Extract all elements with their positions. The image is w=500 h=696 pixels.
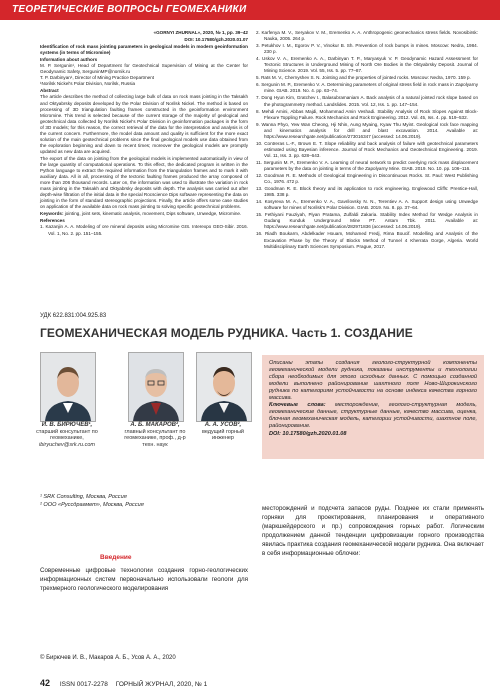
- annotation-box: [262, 355, 484, 459]
- intro-left-text: Современные цифровые технологии создания горно-геологических информационных систем первоначально использовали геологи для трехмерного геологического моделирования: [40, 567, 248, 592]
- keywords-label: Keywords:: [40, 211, 64, 217]
- author-role: ведущий горный инженер: [201, 428, 245, 441]
- journal-name: ГОРНЫЙ ЖУРНАЛ, 2020, № 1: [115, 681, 208, 688]
- english-abstract-column: [40, 30, 248, 238]
- keywords-en: jointing, joint sets, kinematic analysis, movement, Dips software, Unwedge, Micromine.: [64, 211, 242, 217]
- reference-item: 16. Riadh Boukarm, Abdelkader Houam, Mohamed Fredj, Rima Boucif. Modelling and Analysis of the Excavation Phase by the Theory of Blocks Method of Tunnel 4 Kherrata Gorge, Algeria. World Multidisciplinary Earth Sciences Symposium. Prague, 2017.: [256, 231, 478, 249]
- author-name: И. В. БИРЮЧЕВ¹,: [41, 422, 93, 428]
- reference-item: 13. Goodman R. E. Block theory and its application to rock engineering. Englewood Cliffs: Prentice-Hall, 1985. 338 p.: [256, 186, 478, 198]
- reference-item: 9. Wanna Phyo, Yew Wan Cheong, Hji Nhin, Aung Myaing, Kyaw Thu Myint. Geological rock face mapping and kinematics analysis for drill and blast excavation. 2014. Available at: https://www.researchgate.net/publication/273016347 (accessed: 14.06.2019).: [256, 121, 478, 139]
- doi-en: DOI: 10.17580/gzh.2020.01.07: [184, 37, 248, 43]
- annotation-text: Описаны этапы создания геолого-структурной компоненты геомеханической модели рудника, показаны инструменты и технологии сбора необходимых для этого исходных данных. С помощью созданной модели выполнено районирование шахтного поля Ново-Широкинского рудника по категориям устойчивости на основе индекса качества горного массива.: [269, 360, 477, 401]
- annotation-doi: DOI: 10.17580/gzh.2020.01.08: [269, 431, 347, 438]
- author-caption-2: [124, 422, 186, 448]
- affiliation-1: ¹ SRK Consulting, Москва, Россия: [40, 494, 127, 500]
- section-header-bar: [0, 0, 500, 20]
- reference-item: 4. Uskov V. A., Eremenko A. A., Darbinyan T. P., Maryasyuk V. P. Geodynamic Hazard Assessment for Tectonic Structures in Underground Mining of North Ore Bodies in the Oktyabrsky Deposit. Journal of Mining Science. 2019. Vol. 55, Iss. 5. pp. 77–87.: [256, 56, 478, 74]
- author-caption-1: [36, 422, 98, 448]
- en-affiliation: ¹Norilsk Nickel's Polar Division, Norilsk, Russia: [40, 81, 136, 87]
- author-caption-3: [192, 422, 254, 442]
- reference-item: 10. Contreras L.-F., Brown E. T. Slope reliability and back analysis of failure with geotechnical parameters estimated using Bayesian inference. Journal of Rock Mechanics and Geotechnical Engineering. 2019. Vol. 11, Iss. 3. pp. 628–643.: [256, 140, 478, 158]
- journal-citation: «GORNYI ZHURNAL», 2020, № 1, pp. 39–42: [153, 30, 248, 35]
- reference-item: 3. Petukhov I. M., Egorov P. V., Vinokur B. Sh. Prevention of rock bumps in mines. Moscow: Nedra, 1984. 230 p.: [256, 43, 478, 55]
- abstract-heading: Abstract: [40, 88, 59, 94]
- intro-heading: Введение: [100, 554, 132, 561]
- author-photo-2: [128, 352, 184, 422]
- page-footer: [40, 678, 207, 688]
- author-name: А. Б. МАКАРОВ²,: [130, 422, 180, 428]
- reference-item: 15. Fethiyani Fauziyah, Piyan Pratama, Zulfaldi Zakaria. Stability Index Method for Wedge Analysis in Gudang Kunduk Underground Mine PT. Antam Tbk. 2011. Available at: https://www.researchgate.net/publication/282971836 (accessed: 14.06.2019).: [256, 212, 478, 230]
- intro-right-text: месторождений и подсчета запасов руды. Позднее их стали применять горняки для проектирования, планирования и оперативного (маркшейдерского и пр.) сопровождения горных работ. Логическим продолжением данной тенденции цифровизации горного производства явилась практика создания геомеханической модели рудника. Она включает в себя информационные облочки:: [262, 505, 484, 557]
- en-title: Identification of rock mass jointing parameters in geological models in modern geoinformation systems (in terms of Micromine): [40, 44, 248, 56]
- reference-item: 8. Mehdi Amini, Abbas Majdi, Mohammad Amin Veshadi. Stability Analysis of Rock Slopes Against Block-Flexure Toppling Failure. Rock Mechanics and Rock Engineering. 2012. Vol. 45, Iss. 4. pp. 519–532.: [256, 108, 478, 120]
- authors-heading: Information about authors: [40, 57, 98, 63]
- author-name: А. А. УСОВ²,: [204, 422, 242, 428]
- author-role: главный консультант по геомеханике, проф., д-р техн. наук: [124, 428, 186, 448]
- section-title: ТЕОРЕТИЧЕСКИЕ ВОПРОСЫ ГЕОМЕХАНИКИ: [12, 4, 247, 15]
- annotation-keywords-label: Ключевые слова:: [269, 402, 326, 409]
- author-photo-1: [40, 352, 96, 422]
- issn: ISSN 0017-2278: [59, 681, 108, 688]
- affiliation-2: ² ООО «Руссдрагмет», Москва, Россия: [40, 501, 144, 508]
- author-role: старший консультант по геомеханике,: [36, 428, 98, 441]
- reference-item: 6. Sergunin M. P., Eremenko V. A. Determining parameters of original stress field in rock mass in Zapolyarny mine. GIAB. 2019. No. 4. pp. 63–74.: [256, 82, 478, 94]
- author-2: T. P. Darbinyan¹, Director of Mining Practice Department: [40, 75, 155, 81]
- references-column: [256, 30, 478, 251]
- copyright: © Бирючев И. В., Макаров А. Б., Усов А. А., 2020: [40, 655, 176, 661]
- abstract-p2: The export of the data on jointing from the geological models is implemented automatically in view of the large quantity of computational operations. To this effect, the dedicated program is written in the Python language to extract the required information from the triangulation frames and to mark it with auxiliary data. All in all, processing of the tectonic faulting frames produced the array composed of more than 206 thousand records. Later on, the information was used to illustrate the variation in rock mass jointing in the Taksakh and Oktyabrsky deposits with depth. The analysis was carried out after depth-wise filtration of the initial data in the special Rocscience Dips software representing the data on jointing in the form of standard stereographic projections. Finally, the article offers some case studies on application of the available data on rock mass jointing to solving specific geotechnical problems.: [40, 155, 248, 210]
- reference-item: 7. Dong Hyun Kim, Gratchev I., Balasubramaniam A. Back analysis of a natural jointed rock slope based on the photogrammetry method. Landslides. 2015. Vol. 12, Iss. 1. pp. 147–154.: [256, 95, 478, 107]
- udc-code: УДК 622.831:004.925.83: [40, 313, 107, 319]
- reference-item: 1. Kazanjin A. A. Modeling of ore mineral deposits using Micromine GIS. Interexpo GEO-Sibir. 2016. Vol. 1, No. 2. pp. 151–155.: [40, 224, 248, 236]
- references-heading: References: [40, 218, 65, 224]
- reference-item: 12. Goodman R. E. Methods of Geological Engineering in Discontinuous Rocks. St. Paul: West Publishing Co., 1976. 472 p.: [256, 173, 478, 185]
- page-number: 42: [40, 678, 51, 688]
- author-email[interactable]: ibiryuchev@srk.ru.com: [38, 441, 95, 448]
- author-1: M. P. Sergunin¹, Head of Department for Geotechnical Supervision of Mining at the Center for Geodynamic Safety, SerguninMP@nornik.ru: [40, 63, 248, 75]
- affiliations: [40, 494, 144, 509]
- reference-item: 14. Kosyreva M. A., Eremenko V. A., Gavrilovsky N. N., Terentiev A. A. Support design using Unwedge software for mines of Norilsk's Polar Division. GIAB. 2019. No. 8. pp. 37–64.: [256, 199, 478, 211]
- author-photo-3: [196, 352, 252, 422]
- reference-item: 5. Rats M. V., Chernyshev S. N. Jointing and the properties of jointed rocks. Moscow: Nedra, 1970. 159 p.: [256, 75, 471, 81]
- reference-item: 11. Sergunin M. P., Eremenko V. A. Learning of neural network to predict overlying rock mass displacement parameters by the data on jointing in terms of the Zapolyarny Mine. GIAB. 2019. No. 10. pp. 106–116.: [256, 159, 478, 171]
- article-title: ГЕОМЕХАНИЧЕСКАЯ МОДЕЛЬ РУДНИКА. Часть 1. СОЗДАНИЕ: [40, 326, 413, 340]
- annotation-keywords: месторождение, геолого-структурная модель, геомеханические данные, структурные данные, качество массива, оценка, блочная геомеханическая модель, категории устойчивости, шахтное поле, районирование.: [269, 402, 477, 430]
- reference-item: 2. Karfenya M. V., Seryakov V. M., Eremenko A. A. Anthropogenic geomechanics stress fields. Novosibirsk: Nauka, 2005. 264 p.: [256, 30, 478, 42]
- abstract-p1: The article describes the method of collecting large bulk of data on rock mass jointing in the Taksakh and Oktyabrsky deposits developed by the Polar Division of Norilsk Nickel. The method is based on processing of 3D triangulation faulting frames constructed in the geoinformation environment Micromine. This trend is selected because of the current storage of the majority of geological and geotechnical data collected by Norilsk Nickel's Polar Division in geoinformation packages in the form of 3D models; for this reason, the correct retrieval of the data for the interpretation and analysis is of the current concern. Furthermore, the model data amount and quality is sufficient for the more exact solution of the main geotechnical problems since the final geological models use data obtained from the exploration beginning and down to recent times; moreover the geological models are promptly updated as new data are acquired.: [40, 94, 248, 154]
